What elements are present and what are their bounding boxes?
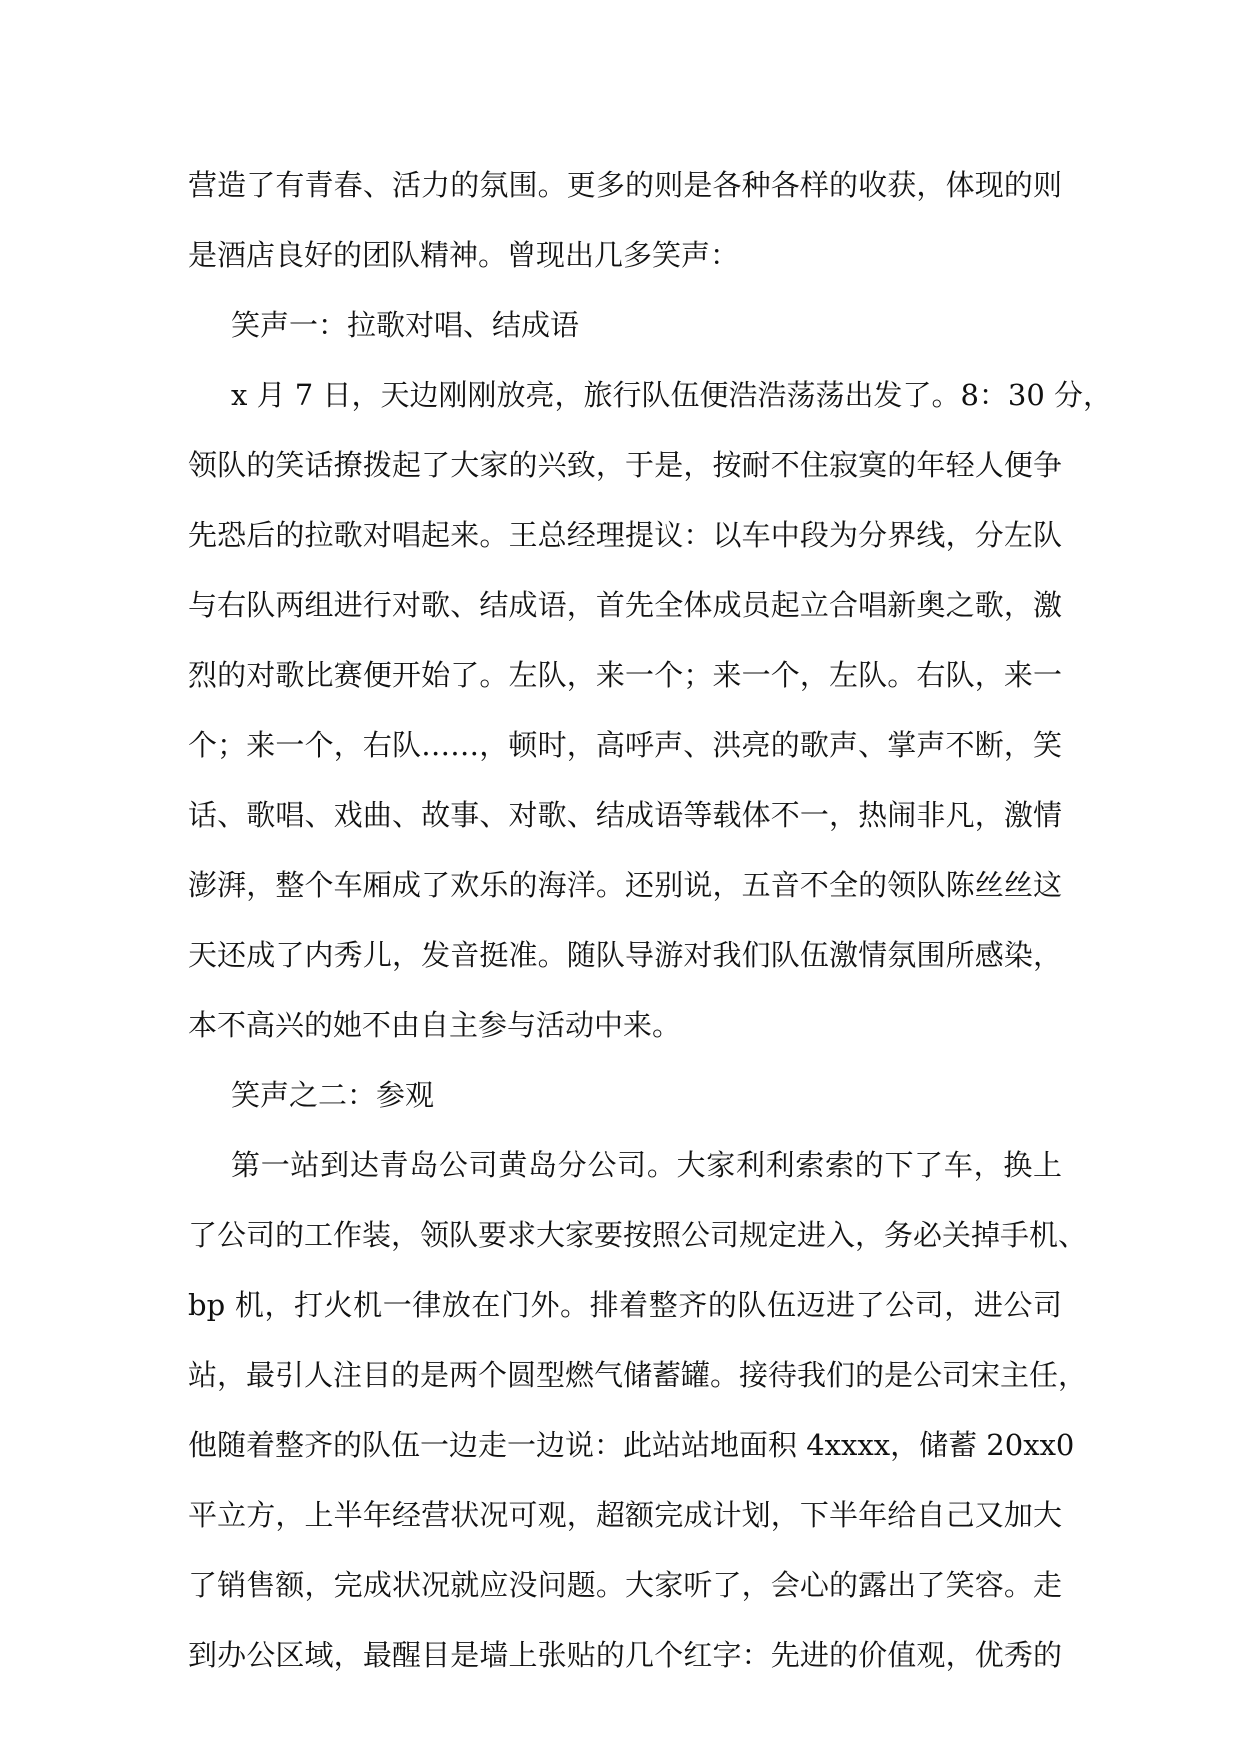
text-line: 澎湃，整个车厢成了欢乐的海洋。还别说，五音不全的领队陈丝丝这 [188, 868, 1062, 902]
text-line: bp 机，打火机一律放在门外。排着整齐的队伍迈进了公司，进公司 [188, 1288, 1062, 1322]
text-line: 营造了有青春、活力的氛围。更多的则是各种各样的收获，体现的则 [188, 168, 1062, 202]
text-line: 本不高兴的她不由自主参与活动中来。 [188, 1008, 682, 1042]
text-line: 个；来一个，右队……，顿时，高呼声、洪亮的歌声、掌声不断，笑 [188, 728, 1062, 762]
text-line: 领队的笑话撩拨起了大家的兴致，于是，按耐不住寂寞的年轻人便争 [188, 448, 1062, 482]
text-line: 与右队两组进行对歌、结成语，首先全体成员起立合唱新奥之歌，激 [188, 588, 1062, 622]
text-line: 天还成了内秀儿，发音挺准。随队导游对我们队伍激情氛围所感染， [188, 938, 1062, 972]
text-line: 了销售额，完成状况就应没问题。大家听了，会心的露出了笑容。走 [188, 1568, 1062, 1602]
text-line: 平立方，上半年经营状况可观，超额完成计划，下半年给自己又加大 [188, 1498, 1062, 1532]
text-line: 烈的对歌比赛便开始了。左队，来一个；来一个，左队。右队，来一 [188, 658, 1062, 692]
text-line: 是酒店良好的团队精神。曾现出几多笑声： [188, 238, 740, 272]
text-line: 他随着整齐的队伍一边走一边说：此站站地面积 4xxxx，储蓄 20xx0 [188, 1428, 1075, 1462]
text-line: 了公司的工作装，领队要求大家要按照公司规定进入，务必关掉手机、 [188, 1218, 1088, 1252]
text-line: 话、歌唱、戏曲、故事、对歌、结成语等载体不一，热闹非凡，激情 [188, 798, 1062, 832]
text-line: 第一站到达青岛公司黄岛分公司。大家利利索索的下了车，换上 [231, 1148, 1062, 1182]
section-heading: 笑声一：拉歌对唱、结成语 [231, 308, 580, 342]
body-text [188, 150, 1113, 1690]
text-line: 到办公区域，最醒目是墙上张贴的几个红字：先进的价值观，优秀的 [188, 1638, 1062, 1672]
text-line: 站，最引人注目的是两个圆型燃气储蓄罐。接待我们的是公司宋主任， [188, 1358, 1088, 1392]
text-line: 先恐后的拉歌对唱起来。王总经理提议：以车中段为分界线，分左队 [188, 518, 1062, 552]
section-heading: 笑声之二：参观 [231, 1078, 435, 1112]
text-line: x 月 7 日，天边刚刚放亮，旅行队伍便浩浩荡荡出发了。8：30 分， [231, 378, 1113, 412]
